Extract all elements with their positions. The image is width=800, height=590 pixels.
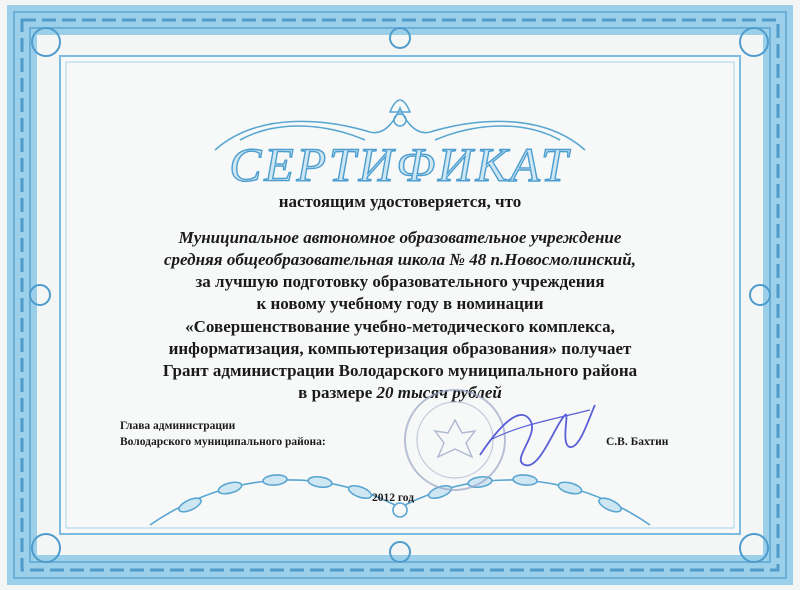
amount-prefix: в размере [298, 383, 377, 402]
nomination-line-1: «Совершенствование учебно-методического комплекса, [185, 317, 615, 336]
recipient-line-2: средняя общеобразовательная школа № 48 п.Новосмолинский, [164, 250, 636, 269]
signatory-position-line-2: Володарского муниципального района: [120, 436, 326, 448]
signature [470, 385, 600, 485]
recipient-line-1: Муниципальное автономное образовательное учреждение [178, 228, 622, 247]
nomination-line-2: информатизация, компьютеризация образования» получает [168, 339, 632, 358]
certificate-title: СЕРТИФИКАТ [229, 139, 571, 192]
intro-text: настоящим удостоверяется, что [278, 192, 522, 211]
amount-value: 20 тысяч рублей [376, 383, 502, 402]
year-label: 2012 год [372, 492, 415, 504]
grant-line: Грант администрации Володарского муниципального района [162, 361, 638, 380]
body-line-3: за лучшую подготовку образовательного учреждения [195, 272, 605, 291]
signatory-position-line-1: Глава администрации [120, 420, 236, 432]
signatory-name: С.В. Бахтин [606, 436, 669, 448]
body-line-4: к новому учебному году в номинации [256, 294, 544, 313]
